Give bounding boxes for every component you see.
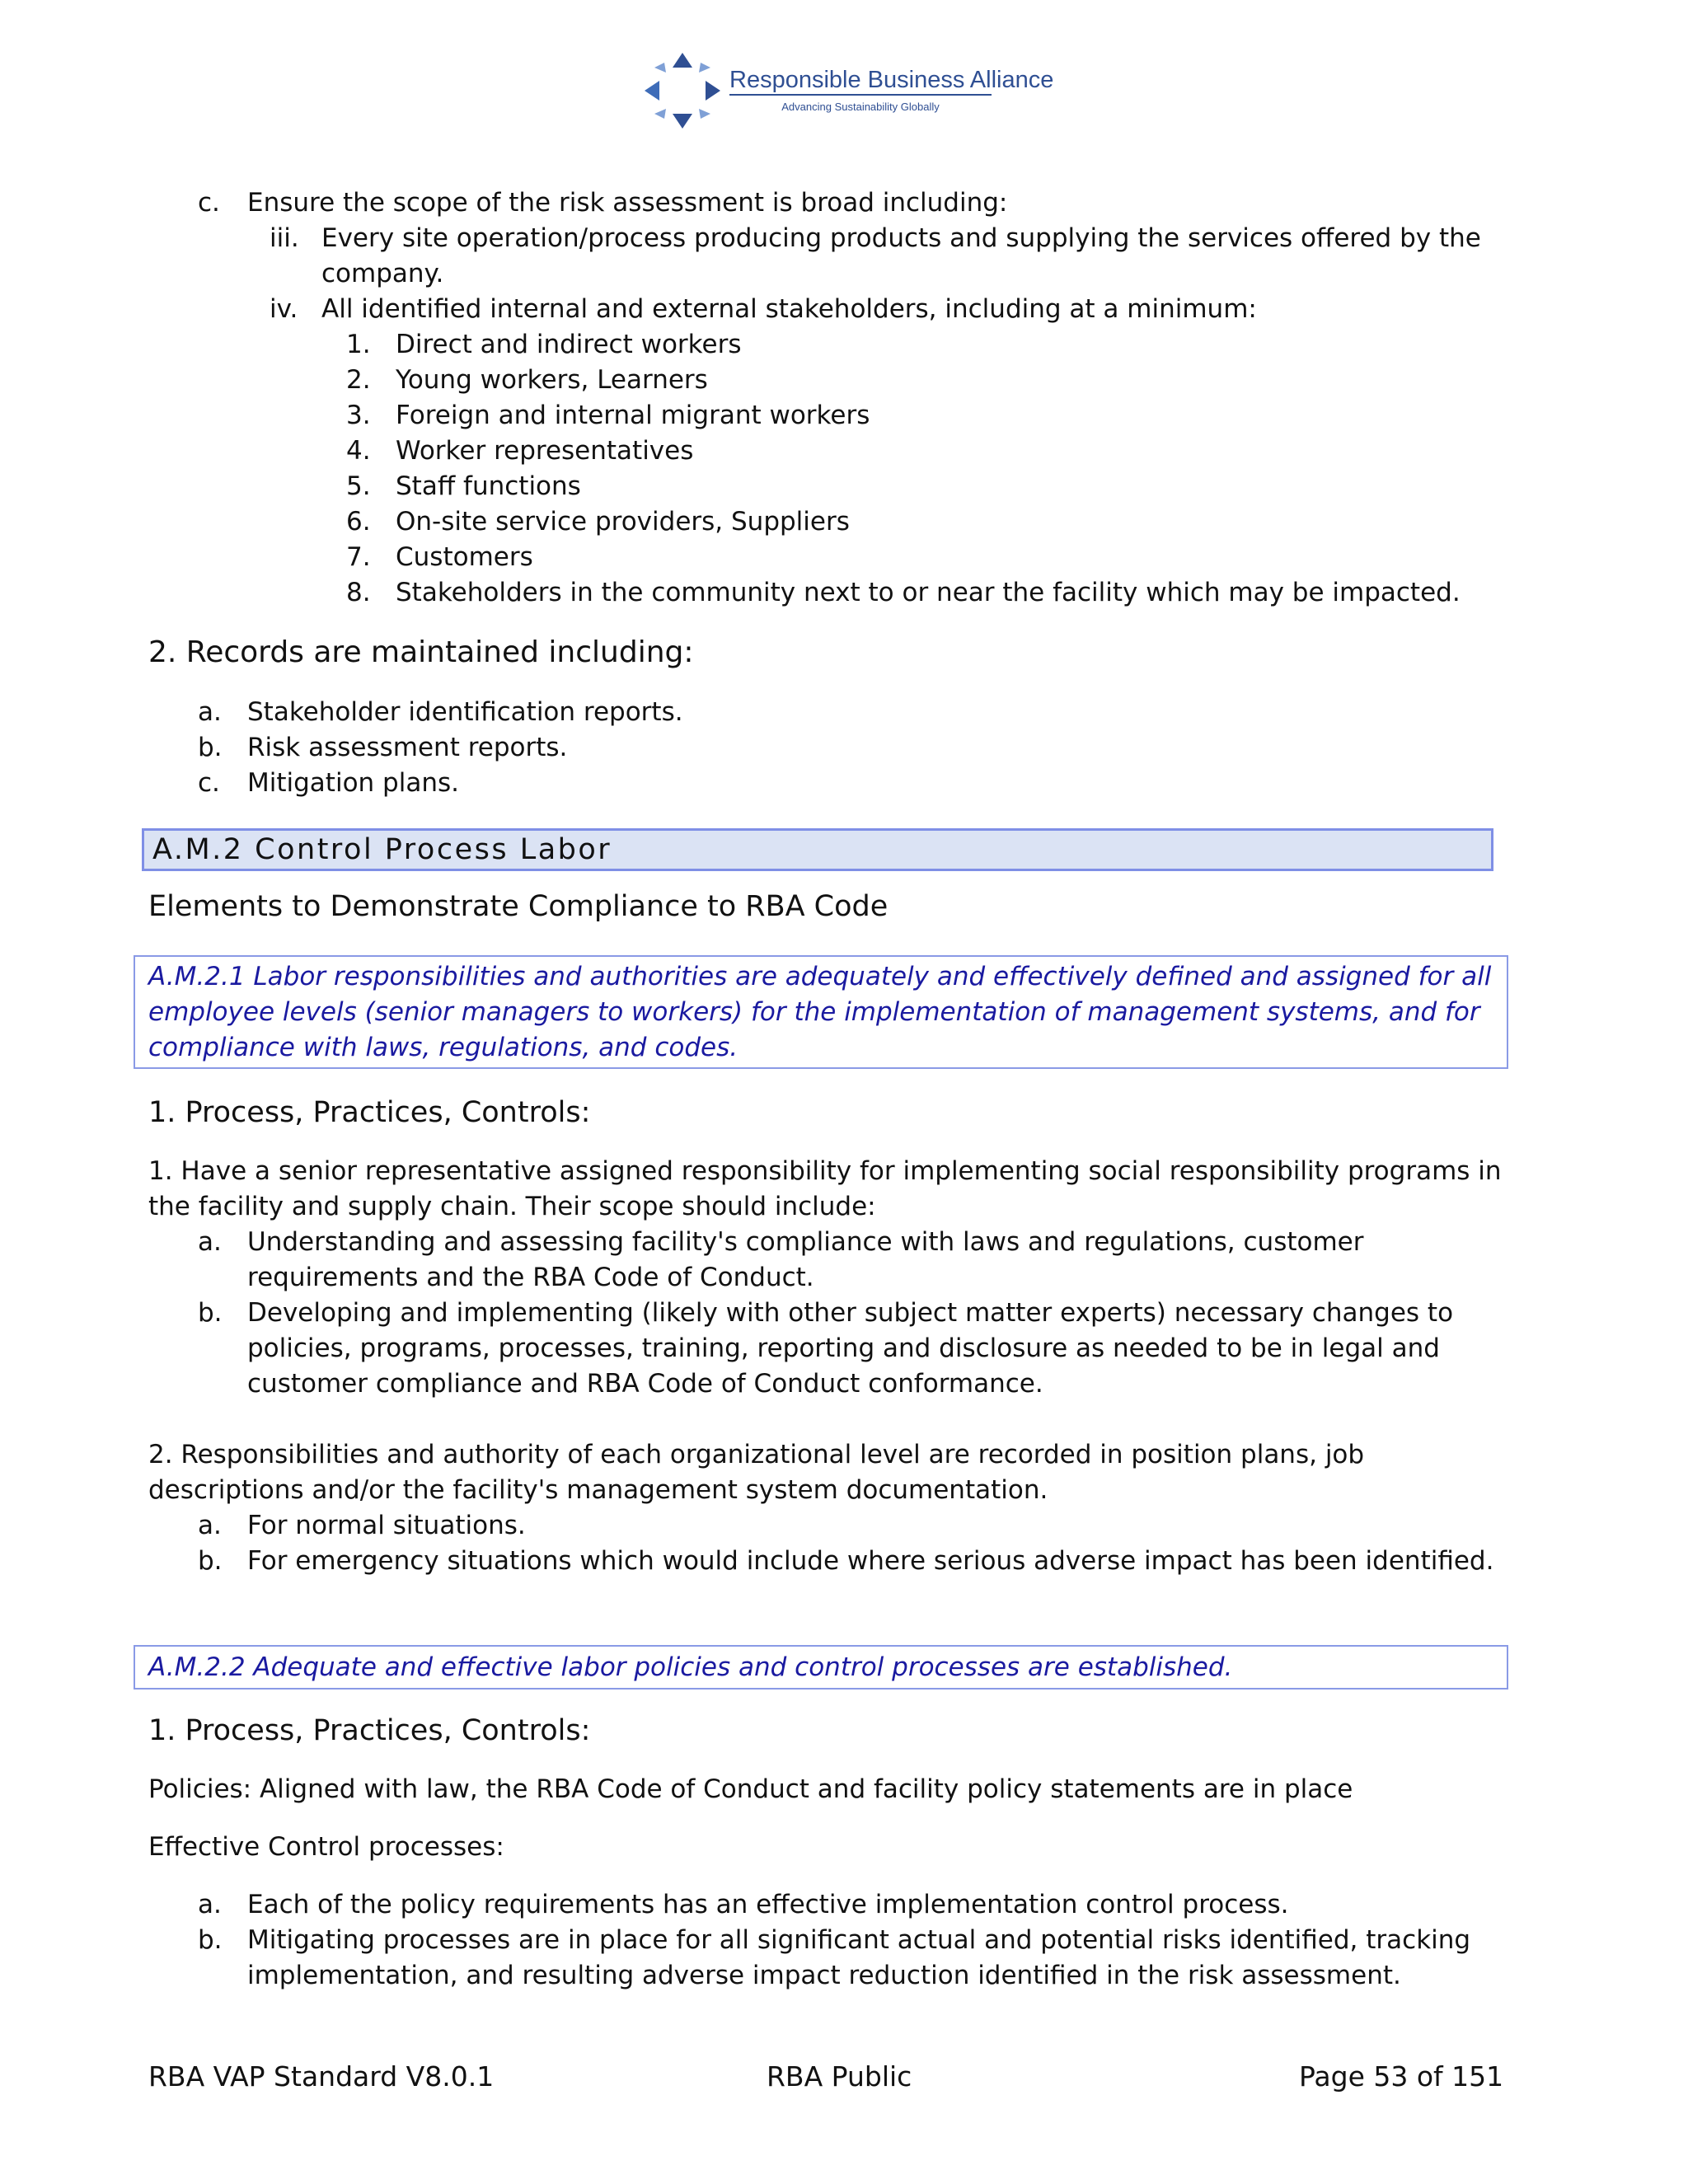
list-item-cont: customer compliance and RBA Code of Conduct conformance. — [247, 1369, 1043, 1399]
requirement-text: A.M.2.1 Labor responsibilities and authorities are adequately and effectively defined and assigned for all — [148, 962, 1492, 991]
list-marker: b. — [198, 1925, 223, 1955]
org-tagline: Advancing Sustainability Globally — [781, 101, 940, 113]
stakeholder-item: Direct and indirect workers — [396, 330, 742, 359]
stakeholder-item: Foreign and internal migrant workers — [396, 401, 870, 430]
stakeholder-item: Customers — [396, 542, 533, 572]
list-item: Developing and implementing (likely with other subject matter experts) necessary changes to — [247, 1298, 1454, 1328]
list-marker: a. — [198, 1227, 222, 1257]
records-heading: 2. Records are maintained including: — [148, 635, 694, 669]
scope-item-iii: Every site operation/process producing products and supplying the services offered by the — [321, 223, 1481, 253]
list-item-cont: policies, programs, processes, training, reporting and disclosure as needed to be in legal and — [247, 1333, 1440, 1363]
footer-doc-version: RBA VAP Standard V8.0.1 — [148, 2060, 495, 2093]
list-item: Each of the policy requirements has an effective implementation control process. — [247, 1890, 1289, 1919]
records-item: Risk assessment reports. — [247, 733, 568, 762]
org-name: Responsible Business Alliance — [729, 67, 1054, 93]
stakeholder-item: Staff functions — [396, 471, 581, 501]
list-item: For emergency situations which would include where serious adverse impact has been identified. — [247, 1546, 1494, 1576]
list-marker: 8. — [346, 578, 371, 607]
policies-text: Policies: Aligned with law, the RBA Code of Conduct and facility policy statements are in place — [148, 1774, 1353, 1804]
list-marker: iv. — [270, 294, 298, 324]
paragraph: 1. Have a senior representative assigned responsibility for implementing social responsibility programs in — [148, 1156, 1502, 1186]
list-marker: b. — [198, 1546, 223, 1576]
stakeholder-item: On-site service providers, Suppliers — [396, 507, 850, 537]
rba-logo-icon — [641, 49, 724, 132]
list-marker: 3. — [346, 401, 371, 430]
list-marker: 7. — [346, 542, 371, 572]
list-marker: c. — [198, 768, 220, 798]
footer-page-number: Page 53 of 151 — [1299, 2060, 1504, 2093]
stakeholder-item: Young workers, Learners — [396, 365, 708, 395]
list-item: Understanding and assessing facility's compliance with laws and regulations, customer — [247, 1227, 1364, 1257]
scope-item-c: Ensure the scope of the risk assessment is broad including: — [247, 188, 1008, 218]
requirement-text: employee levels (senior managers to workers) for the implementation of management systems, and for — [148, 997, 1480, 1027]
scope-item-iv: All identified internal and external stakeholders, including at a minimum: — [321, 294, 1257, 324]
section-title-box — [142, 828, 1493, 871]
section-title: A.M.2 Control Process Labor — [152, 833, 612, 866]
list-marker: 4. — [346, 436, 371, 466]
scope-item-iii-cont: company. — [321, 259, 444, 288]
paragraph: descriptions and/or the facility's management system documentation. — [148, 1475, 1048, 1505]
requirement-text: A.M.2.2 Adequate and effective labor policies and control processes are established. — [148, 1652, 1233, 1682]
list-marker: a. — [198, 697, 222, 727]
list-marker: a. — [198, 1890, 222, 1919]
list-item-cont: requirements and the RBA Code of Conduct. — [247, 1263, 814, 1292]
list-marker: b. — [198, 733, 223, 762]
list-item: Mitigating processes are in place for all significant actual and potential risks identified, tracking — [247, 1925, 1471, 1955]
requirement-text: compliance with laws, regulations, and codes. — [148, 1033, 738, 1062]
section-subtitle: Elements to Demonstrate Compliance to RBA Code — [148, 890, 889, 923]
list-item: For normal situations. — [247, 1511, 526, 1540]
paragraph: the facility and supply chain. Their scope should include: — [148, 1192, 876, 1221]
list-marker: 6. — [346, 507, 371, 537]
list-marker: iii. — [270, 223, 299, 253]
list-marker: a. — [198, 1511, 222, 1540]
list-marker: 1. — [346, 330, 371, 359]
effective-controls-label: Effective Control processes: — [148, 1832, 504, 1862]
header-divider — [729, 94, 992, 96]
stakeholder-item: Worker representatives — [396, 436, 694, 466]
practices-heading: 1. Process, Practices, Controls: — [148, 1096, 591, 1129]
list-marker: 2. — [346, 365, 371, 395]
records-item: Mitigation plans. — [247, 768, 459, 798]
footer-classification: RBA Public — [767, 2060, 912, 2093]
list-item-cont: implementation, and resulting adverse impact reduction identified in the risk assessment. — [247, 1961, 1401, 1990]
practices-heading: 1. Process, Practices, Controls: — [148, 1714, 591, 1747]
stakeholder-item: Stakeholders in the community next to or near the facility which may be impacted. — [396, 578, 1461, 607]
records-item: Stakeholder identification reports. — [247, 697, 683, 727]
list-marker: c. — [198, 188, 220, 218]
paragraph: 2. Responsibilities and authority of each organizational level are recorded in position plans, job — [148, 1440, 1365, 1469]
list-marker: 5. — [346, 471, 371, 501]
list-marker: b. — [198, 1298, 223, 1328]
